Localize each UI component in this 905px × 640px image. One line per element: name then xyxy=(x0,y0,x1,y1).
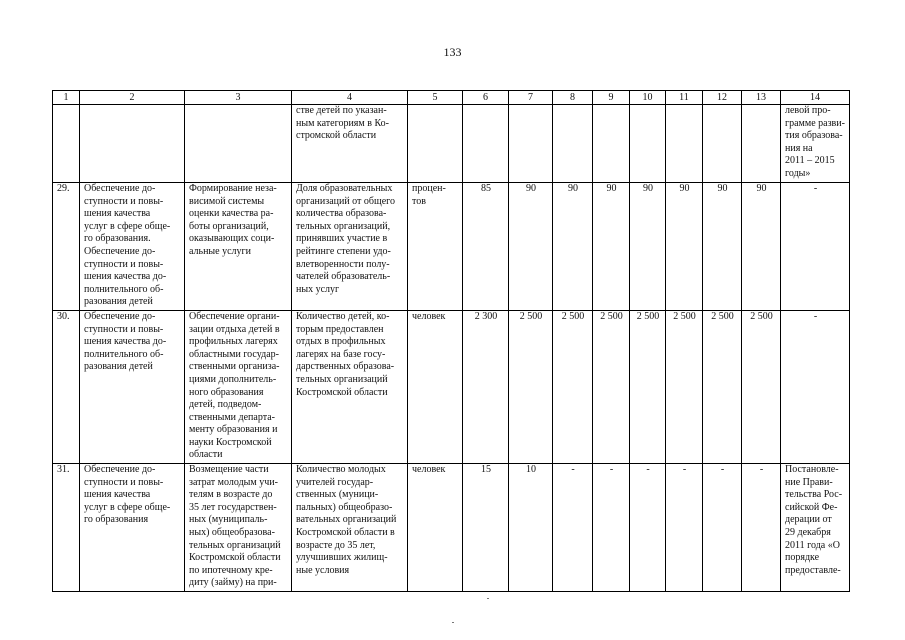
value-cell: 15 xyxy=(463,464,509,592)
value-cell: - xyxy=(630,464,666,592)
basis-cell: Постановле- ние Прави- тельства Рос- сийской Фе- дерации от 29 декабря 2011 года «О порядке предоставле- xyxy=(781,464,850,592)
column-header-row xyxy=(53,91,850,105)
value-cell: 2 500 xyxy=(509,310,553,463)
event-cell: Обеспечение органи- зации отдыха детей в профильных лагерях областными государ- ственными организа- циями дополнитель- ного образования детей, подведом- ственными департа- менту образования и науки Костромской области xyxy=(185,310,292,463)
value-cell: 2 300 xyxy=(463,310,509,463)
unit-cell xyxy=(408,105,463,183)
task-cell: Обеспечение до- ступности и повы- шения качества услуг в сфере обще- го образования. Обеспечение до- ступности и повы- шения качества до- полнительного об- разования детей xyxy=(80,183,185,311)
column-header: 2 xyxy=(80,91,185,105)
column-header: 4 xyxy=(292,91,408,105)
table-row xyxy=(53,310,850,463)
scan-speck xyxy=(487,598,489,599)
value-cell: 90 xyxy=(703,183,742,311)
table-row xyxy=(53,464,850,592)
value-cell xyxy=(630,105,666,183)
value-cell: 90 xyxy=(630,183,666,311)
value-cell: 2 500 xyxy=(593,310,630,463)
page-number: 133 xyxy=(443,45,462,59)
indicator-cell: Количество молодых учителей государ- ственных (муници- пальных) общеобразо- вательных организаций Костромской области в возрасте до 35 лет, улучшивших жилищ- ные условия xyxy=(292,464,408,592)
column-header: 5 xyxy=(408,91,463,105)
table-row xyxy=(53,105,850,183)
task-cell: Обеспечение до- ступности и повы- шения качества услуг в сфере обще- го образования xyxy=(80,464,185,592)
value-cell xyxy=(463,105,509,183)
value-cell: - xyxy=(703,464,742,592)
row-number: 29. xyxy=(53,183,80,311)
basis-cell: - xyxy=(781,310,850,463)
value-cell: 10 xyxy=(509,464,553,592)
value-cell: 90 xyxy=(593,183,630,311)
basis-cell: - xyxy=(781,183,850,311)
indicator-cell: стве детей по указан- ным категориям в Ко- стромской области xyxy=(292,105,408,183)
value-cell: - xyxy=(742,464,781,592)
indicator-cell: Количество детей, ко- торым предоставлен отдых в профильных лагерях на базе госу- дарственных образова- тельных организаций Костромской области xyxy=(292,310,408,463)
column-header: 12 xyxy=(703,91,742,105)
value-cell: 2 500 xyxy=(630,310,666,463)
column-header: 1 xyxy=(53,91,80,105)
indicator-cell: Доля образовательных организаций от общего количества образова- тельных организаций, принявших участие в рейтинге степени удо- влетворенности полу- чателей образователь- ных услуг xyxy=(292,183,408,311)
value-cell: 85 xyxy=(463,183,509,311)
column-header: 14 xyxy=(781,91,850,105)
value-cell xyxy=(553,105,593,183)
row-number xyxy=(53,105,80,183)
value-cell: 2 500 xyxy=(553,310,593,463)
event-cell xyxy=(185,105,292,183)
data-table xyxy=(52,90,850,592)
event-cell: Формирование неза- висимой системы оценки качества ра- боты организаций, оказывающих соци- альные услуги xyxy=(185,183,292,311)
value-cell: 2 500 xyxy=(703,310,742,463)
value-cell: - xyxy=(666,464,703,592)
table-row xyxy=(53,183,850,311)
row-number: 31. xyxy=(53,464,80,592)
unit-cell: человек xyxy=(408,310,463,463)
column-header: 13 xyxy=(742,91,781,105)
column-header: 11 xyxy=(666,91,703,105)
value-cell xyxy=(666,105,703,183)
scan-speck xyxy=(452,622,454,623)
task-cell xyxy=(80,105,185,183)
column-header: 3 xyxy=(185,91,292,105)
value-cell xyxy=(593,105,630,183)
value-cell xyxy=(742,105,781,183)
value-cell: 2 500 xyxy=(742,310,781,463)
value-cell: 90 xyxy=(742,183,781,311)
column-header: 7 xyxy=(509,91,553,105)
row-number: 30. xyxy=(53,310,80,463)
task-cell: Обеспечение до- ступности и повы- шения качества до- полнительного об- разования детей xyxy=(80,310,185,463)
value-cell: 90 xyxy=(509,183,553,311)
unit-cell: процен- тов xyxy=(408,183,463,311)
column-header: 6 xyxy=(463,91,509,105)
value-cell: 90 xyxy=(553,183,593,311)
value-cell: - xyxy=(553,464,593,592)
value-cell: 90 xyxy=(666,183,703,311)
value-cell: 2 500 xyxy=(666,310,703,463)
column-header: 10 xyxy=(630,91,666,105)
basis-cell: левой про- грамме разви- тия образова- ния на 2011 – 2015 годы» xyxy=(781,105,850,183)
event-cell: Возмещение части затрат молодым учи- телям в возрасте до 35 лет государствен- ных (муниципаль- ных) общеобразова- тельных организаций Костромской области по ипотечному кре- диту (займу) на при- xyxy=(185,464,292,592)
column-header: 8 xyxy=(553,91,593,105)
value-cell: - xyxy=(593,464,630,592)
unit-cell: человек xyxy=(408,464,463,592)
value-cell xyxy=(509,105,553,183)
column-header: 9 xyxy=(593,91,630,105)
value-cell xyxy=(703,105,742,183)
